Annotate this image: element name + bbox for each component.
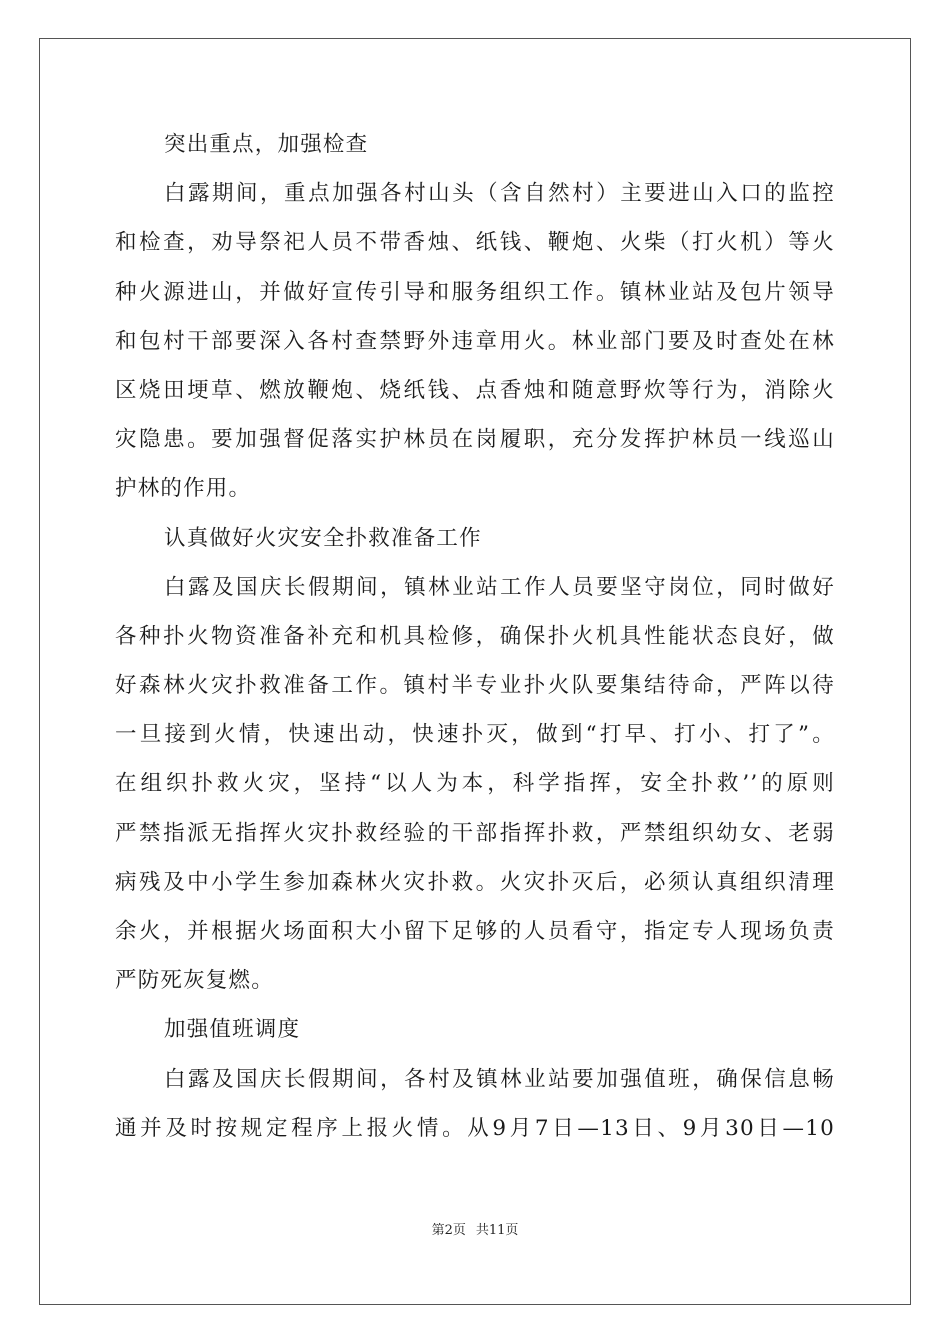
paragraph-line: 区烧田埂草、燃放鞭炮、烧纸钱、点香烛和随意野炊等行为，消除火 bbox=[115, 377, 835, 403]
paragraph-line: 余火，并根据火场面积大小留下足够的人员看守，指定专人现场负责 bbox=[115, 919, 835, 944]
paragraph-line: 好森林火灾扑救准备工作。镇村半专业扑火队要集结待命，严阵以待 bbox=[115, 673, 835, 699]
section-heading: 认真做好火灾安全扑救准备工作 bbox=[164, 525, 482, 551]
paragraph-line: 在组织扑救火灾，坚持“以人为本，科学指挥，安全扑救’’的原则 bbox=[115, 771, 835, 797]
paragraph-line: 白露及国庆长假期间，镇林业站工作人员要坚守岗位，同时做好 bbox=[164, 574, 835, 600]
paragraph-line: 严禁指派无指挥火灾扑救经验的干部指挥扑救，严禁组织幼女、老弱 bbox=[115, 820, 835, 846]
page-total: 共11页 bbox=[475, 1223, 519, 1238]
paragraph-line: 护林的作用。 bbox=[115, 476, 252, 502]
paragraph-line: 白露及国庆长假期间，各村及镇林业站要加强值班，确保信息畅 bbox=[164, 1066, 835, 1092]
paragraph-line: 严防死灰复燃。 bbox=[115, 968, 274, 994]
paragraph-line: 和检查，劝导祭祀人员不带香烛、纸钱、鞭炮、火柴（打火机）等火 bbox=[115, 230, 835, 256]
paragraph-line: 病残及中小学生参加森林火灾扑救。火灾扑灭后，必须认真组织清理 bbox=[115, 869, 835, 895]
page-number: 第2页 bbox=[431, 1223, 466, 1238]
section-heading: 突出重点，加强检查 bbox=[164, 132, 369, 157]
paragraph-line: 白露期间，重点加强各村山头（含自然村）主要进山入口的监控 bbox=[164, 181, 835, 207]
paragraph-line: 种火源进山，并做好宣传引导和服务组织工作。镇林业站及包片领导 bbox=[115, 279, 835, 305]
paragraph-line: 灾隐患。要加强督促落实护林员在岗履职，充分发挥护林员一线巡山 bbox=[115, 427, 835, 453]
paragraph-line: 各种扑火物资准备补充和机具检修，确保扑火机具性能状态良好，做 bbox=[115, 623, 835, 649]
section-heading: 加强值班调度 bbox=[164, 1017, 301, 1043]
paragraph-line: 和包村干部要深入各村查禁野外违章用火。林业部门要及时查处在林 bbox=[115, 328, 835, 354]
paragraph-line: 一旦接到火情，快速出动，快速扑灭，做到“打早、打小、打了”。 bbox=[115, 722, 835, 748]
document-body bbox=[115, 120, 835, 1153]
page-footer bbox=[0, 1219, 950, 1238]
paragraph-line: 通并及时按规定程序上报火情。从9月7日—13日、9月30日—10 bbox=[115, 1115, 835, 1141]
